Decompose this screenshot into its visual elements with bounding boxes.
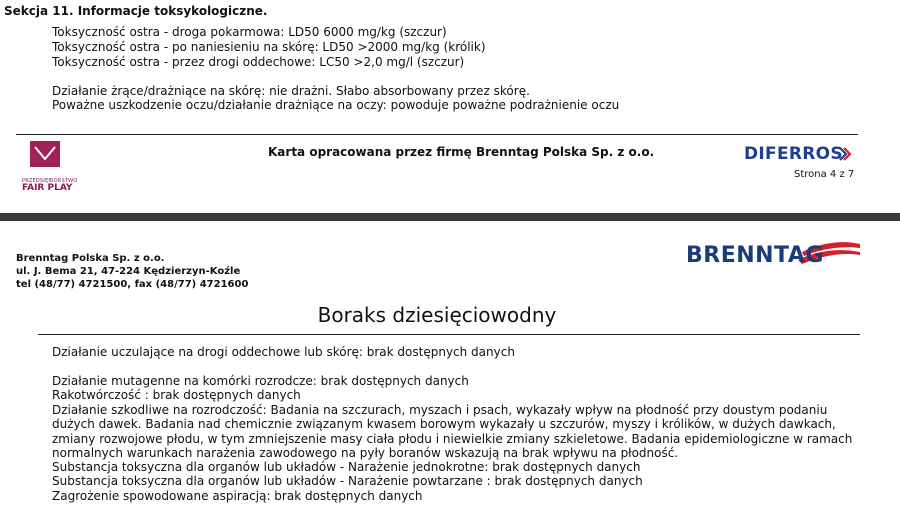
mutagenicity: Działanie mutagenne na komórki rozrodcze: brak dostępnych danych — [52, 374, 469, 388]
section-title: Sekcja 11. Informacje toksykologiczne. — [4, 4, 268, 18]
fair-play-label: FAIR PLAY — [22, 183, 73, 193]
brenntag-logo: BRENNTAG — [686, 243, 824, 268]
acute-inhalation-toxicity: Toksyczność ostra - przez drogi oddechowe: LC50 >2,0 mg/l (szczur) — [52, 55, 465, 69]
footer-divider — [16, 134, 858, 135]
eye-irritation: Poważne uszkodzenie oczu/działanie drażniące na oczy: powoduje poważne podrażnienie oczu — [52, 98, 620, 112]
fair-play-small-text: PRZEDSIĘBIORSTWO — [22, 178, 78, 184]
page-number: Strona 4 z 7 — [794, 169, 855, 180]
diferros-logo: DIFERROS — [744, 144, 843, 164]
carcinogenicity: Rakotwórczość : brak dostępnych danych — [52, 388, 301, 402]
company-phone: tel (48/77) 4721500, fax (48/77) 4721600 — [16, 279, 249, 290]
page-separator — [0, 213, 900, 221]
stot-repeated-exposure: Substancja toksyczna dla organów lub układów - Narażenie powtarzane : brak dostępnych danych — [52, 474, 643, 488]
company-address: ul. J. Bema 21, 47-224 Kędzierzyn-Koźle — [16, 266, 241, 277]
title-divider — [38, 334, 860, 335]
reproductive-toxicity: Działanie szkodliwe na rozrodczość: Badania na szczurach, myszach i psach, wykazały wpływ na płodność przy doustym podaniu dużych dawek. Badania nad chemicznie związanym kwasem borowym wykazały u szczurów, myszy i królików, w dużych dawkach, zmiany rozwojowe płodu, w tym zmniejszenie masy ciała płodu i niewielkie zmiany szkieletowe. Badania epidemiologiczne w ramach normalnych warunkach narażenia zawodowego na pyły boranów wskazują na brak wpływu na płodność. — [52, 403, 853, 460]
product-title: Boraks dziesięciowodny — [317, 303, 557, 327]
prepared-by-text: Karta opracowana przez firmę Brenntag Polska Sp. z o.o. — [268, 145, 655, 159]
aspiration-hazard: Zagrożenie spowodowane aspiracją: brak dostępnych danych — [52, 489, 423, 503]
diferros-arrow-icon — [838, 146, 852, 162]
sensitization: Działanie uczulające na drogi oddechowe lub skórę: brak dostępnych danych — [52, 345, 515, 359]
acute-dermal-toxicity: Toksyczność ostra - po naniesieniu na skórę: LD50 >2000 mg/kg (królik) — [52, 40, 486, 54]
acute-oral-toxicity: Toksyczność ostra - droga pokarmowa: LD50 6000 mg/kg (szczur) — [52, 25, 447, 39]
company-name: Brenntag Polska Sp. z o.o. — [16, 253, 165, 264]
company-address-block — [16, 252, 248, 291]
stot-single-exposure: Substancja toksyczna dla organów lub układów - Narażenie jednokrotne: brak dostępnych danych — [52, 460, 641, 474]
skin-irritation: Działanie żrące/drażniące na skórę: nie drażni. Słabo absorbowany przez skórę. — [52, 84, 530, 98]
